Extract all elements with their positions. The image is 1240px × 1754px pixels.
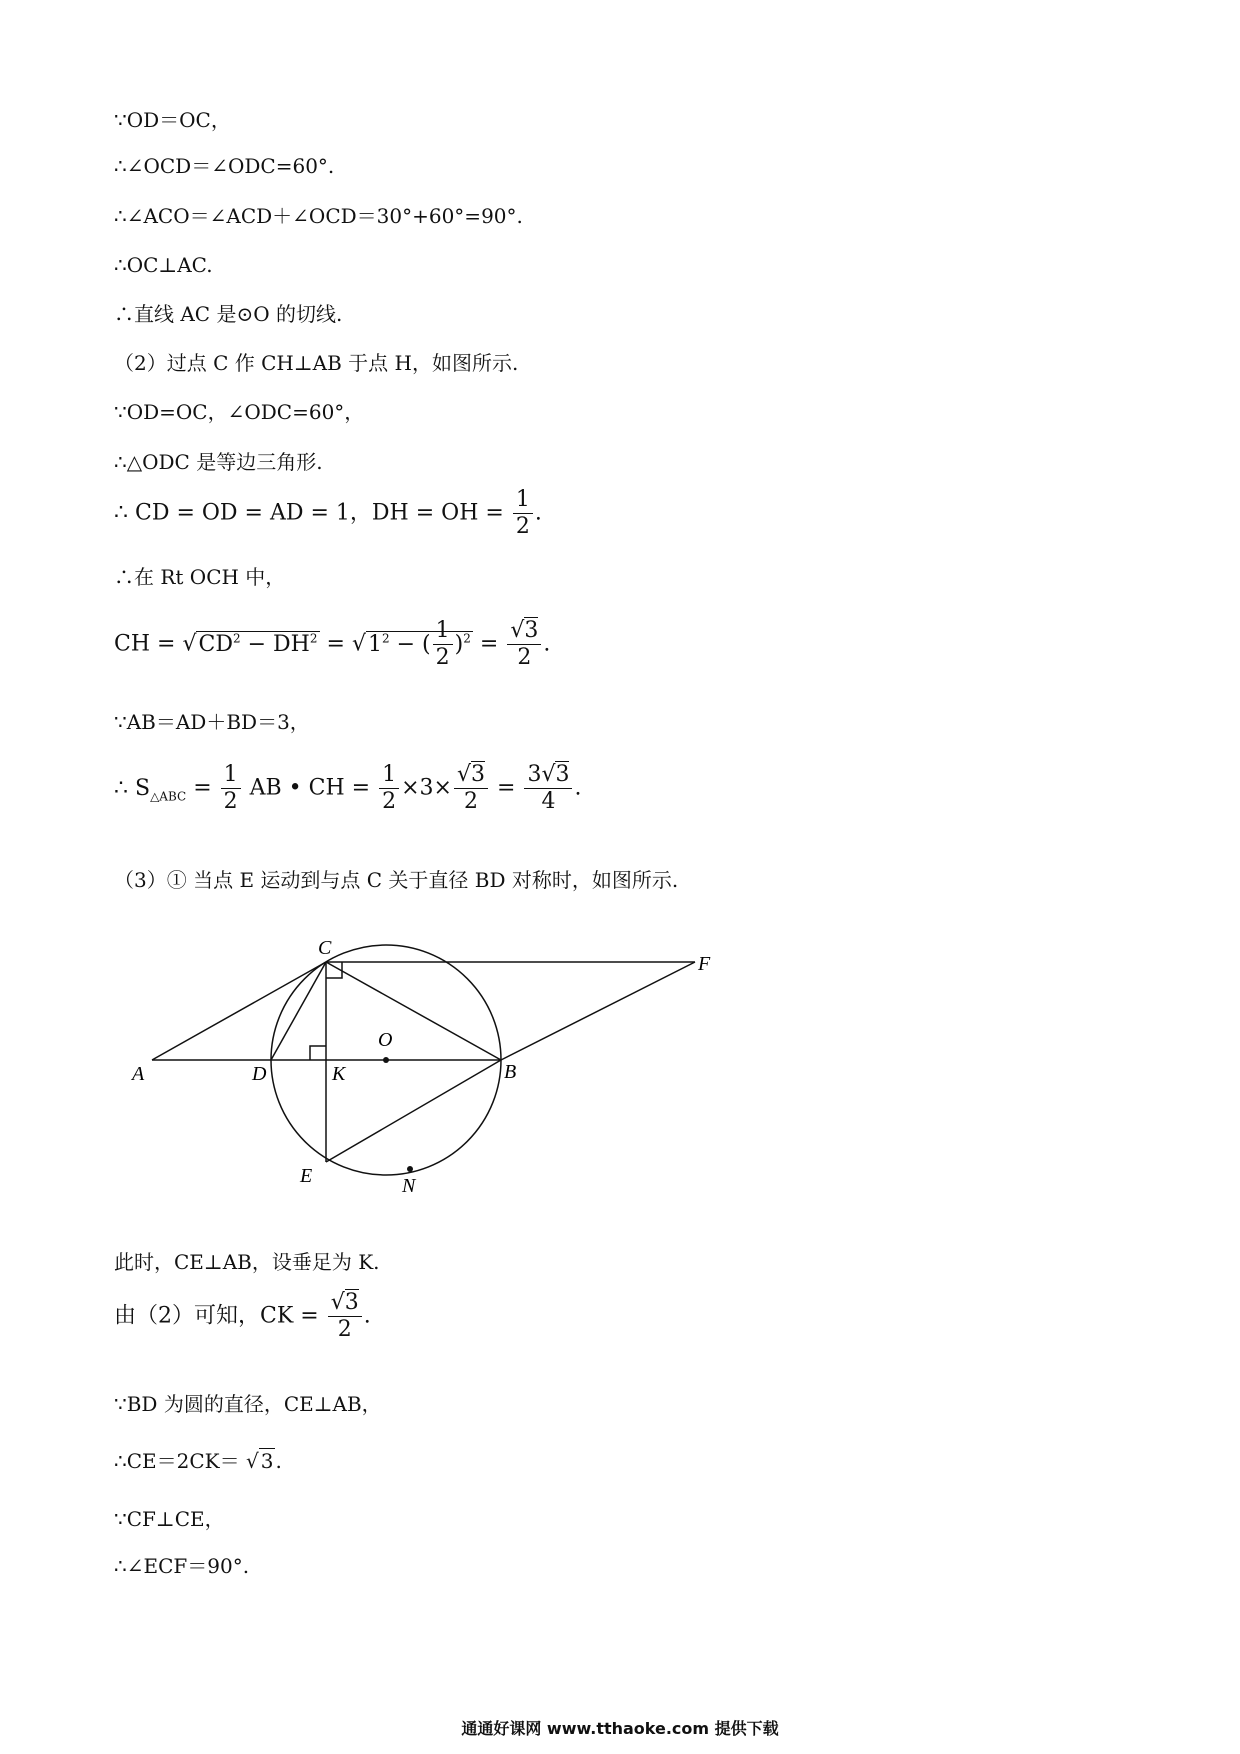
- l3: ∴∠ACO＝∠ACD＋∠OCD＝30°+60°=90°.: [114, 204, 523, 228]
- dh: DH: [273, 631, 310, 657]
- line-eb: [326, 1060, 501, 1162]
- l19: ∵CF⊥CE，: [114, 1507, 225, 1531]
- l11: [114, 618, 550, 671]
- frac-den-3: 2: [517, 645, 532, 670]
- frac-num-6: √3: [454, 762, 488, 789]
- l1: ∵OD＝OC，: [114, 108, 231, 132]
- one: 1: [367, 631, 382, 657]
- l8: ∴△ODC 是等边三角形.: [114, 450, 323, 474]
- rad-8: 3: [344, 1290, 359, 1315]
- frac-den-6: 2: [464, 789, 478, 814]
- label-d: D: [252, 1063, 267, 1085]
- frac-num-2: 1: [433, 618, 453, 645]
- three-1: 3: [419, 775, 434, 801]
- 3sqrt3-over-4: [524, 762, 572, 815]
- frac-den-4: 2: [223, 789, 238, 814]
- frac-num-4: 1: [221, 762, 241, 789]
- label-a: A: [132, 1063, 145, 1085]
- l6: （2）过点 C 作 CH⊥AB 于点 H，如图所示.: [114, 351, 519, 375]
- eq-4: =: [351, 775, 371, 801]
- l9: [114, 487, 542, 540]
- eq-5: =: [497, 775, 516, 801]
- l14: （3）① 当点 E 运动到与点 C 关于直径 BD 对称时，如图所示.: [114, 868, 679, 892]
- rad-9: 3: [260, 1449, 274, 1473]
- l13: [114, 762, 581, 815]
- sqrt-cd-dh: $√CD^2 - DH^2$: [182, 631, 318, 657]
- sqrt3-over-2-b: [454, 762, 488, 815]
- eq-1: =: [326, 631, 345, 657]
- sqrt3-ce: √ 3: [245, 1449, 274, 1473]
- point-n: [407, 1166, 413, 1172]
- frac-den-7: 4: [541, 789, 556, 814]
- eq-2: =: [479, 631, 499, 657]
- line-fb: [501, 962, 695, 1060]
- cd: CD: [198, 631, 233, 657]
- period-3: .: [574, 775, 582, 801]
- rad-6: 3: [471, 762, 486, 787]
- frac-num-7: 3√3: [524, 762, 572, 789]
- l10: ∴在 Rt OCH 中，: [114, 565, 286, 589]
- half-fraction: [513, 487, 533, 540]
- right-angle-k: [310, 1046, 326, 1060]
- ab-dot-ch: AB • CH: [249, 775, 345, 801]
- l4: ∴OC⊥AC.: [114, 253, 213, 277]
- l12: ∵AB＝AD＋BD＝3，: [114, 710, 310, 734]
- line-ac: [152, 962, 326, 1060]
- rad-7: 3: [555, 762, 570, 787]
- l16: [114, 1290, 371, 1343]
- l17: ∵BD 为圆的直径，CE⊥AB，: [114, 1392, 382, 1416]
- frac-num: 1: [513, 487, 533, 514]
- l18-text: ∴CE＝2CK＝: [114, 1449, 240, 1473]
- l15: 此时，CE⊥AB，设垂足为 K.: [114, 1250, 380, 1274]
- sq-4: 2: [463, 631, 471, 646]
- s-label: ∴ S: [114, 775, 151, 801]
- period-4: .: [363, 1303, 371, 1329]
- l20: ∴∠ECF＝90°.: [114, 1554, 250, 1578]
- frac-den-2: 2: [435, 645, 450, 670]
- label-f: F: [698, 953, 711, 975]
- period: .: [534, 500, 542, 526]
- half-frac-2: [433, 618, 453, 671]
- footer: 通通好课网 www.tthaoke.com 提供下载: [461, 1719, 779, 1738]
- label-n: N: [402, 1175, 416, 1197]
- line-cb: [326, 962, 501, 1060]
- label-k: K: [332, 1063, 346, 1085]
- rad-3: 3: [524, 618, 539, 643]
- label-c: C: [318, 937, 332, 959]
- minus-1: −: [247, 631, 267, 657]
- frac-num-8: √3: [328, 1290, 362, 1317]
- frac-den: 2: [515, 514, 530, 539]
- sq-3: 2: [381, 631, 390, 646]
- eq-3: =: [193, 775, 212, 801]
- sqrt-1-half: $√1^2$ − ( $\frac{1}{2}$ )$^2$: [351, 618, 471, 670]
- sq-1: 2: [232, 631, 241, 646]
- l18: [114, 1447, 282, 1475]
- l5: ∴直线 AC 是⊙O 的切线.: [114, 302, 343, 326]
- period-2: .: [543, 631, 551, 657]
- half-frac-4: [379, 762, 399, 815]
- l16-text: 由（2）可知，CK =: [114, 1303, 319, 1329]
- point-o: [383, 1057, 389, 1063]
- frac-num-5: 1: [379, 762, 399, 789]
- sq-2: 2: [309, 631, 318, 646]
- l13-text: [114, 776, 186, 801]
- geometry-figure: [120, 920, 740, 1210]
- label-b: B: [504, 1061, 517, 1083]
- l11-text: CH =: [114, 631, 176, 657]
- label-e: E: [300, 1165, 313, 1187]
- frac-den-5: 2: [382, 789, 397, 814]
- sqrt3-over-2: [507, 618, 541, 671]
- period-5: .: [275, 1449, 282, 1473]
- frac-num-3: √3: [507, 618, 541, 645]
- l7: ∵OD=OC，∠ODC=60°，: [114, 400, 365, 424]
- l2: ∴∠OCD＝∠ODC=60°.: [114, 154, 335, 178]
- half-frac-3: [221, 762, 241, 815]
- s-sub: △ABC: [150, 788, 187, 803]
- l9-text: ∴ CD = OD = AD = 1，DH = OH =: [114, 500, 504, 526]
- frac-den-8: 2: [337, 1317, 352, 1342]
- three-2: 3: [527, 762, 542, 787]
- minus-2: −: [396, 631, 416, 657]
- times-2: ×: [433, 775, 452, 801]
- times-1: ×: [401, 775, 420, 801]
- label-o: O: [378, 1029, 393, 1051]
- ck-fraction: [328, 1290, 362, 1343]
